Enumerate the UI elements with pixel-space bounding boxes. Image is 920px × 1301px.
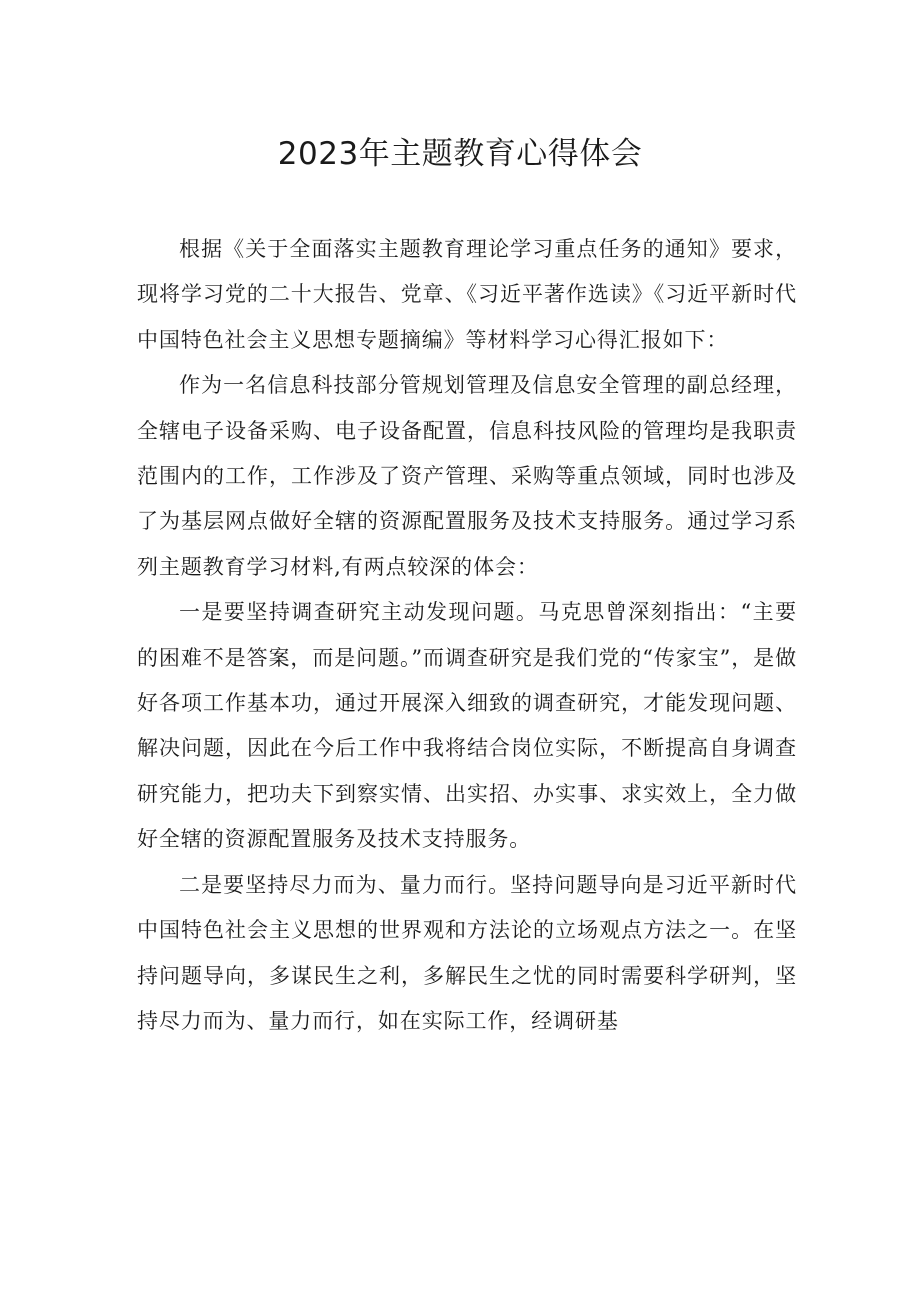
paragraph-point-one: 一是要坚持调查研究主动发现问题。马克思曾深刻指出：“主要的困难不是答案，而是问题。”而调查研究是我们党的“传家宝”，是做好各项工作基本功，通过开展深入细致的调查研究，才能发现问题、解决问题，因此在今后工作中我将结合岗位实际，不断提高自身调查研究能力，把功夫下到察实情、出实招、办实事、求实效上，全力做好全辖的资源配置服务及技术支持服务。 (137, 600, 797, 852)
document-title: 2023年主题教育心得体会 (277, 136, 643, 172)
paragraph-role: 作为一名信息科技部分管规划管理及信息安全管理的副总经理，全辖电子设备采购、电子设备配置，信息科技风险的管理均是我职责范围内的工作，工作涉及了资产管理、采购等重点领域，同时也涉及了为基层网点做好全辖的资源配置服务及技术支持服务。通过学习系列主题教育学习材料,有两点较深的体会： (137, 373, 797, 579)
document-body (137, 227, 797, 1044)
paragraph-intro: 根据《关于全面落实主题教育理论学习重点任务的通知》要求，现将学习党的二十大报告、党章、《习近平著作选读》《习近平新时代中国特色社会主义思想专题摘编》等材料学习心得汇报如下： (137, 237, 797, 352)
paragraph-point-two: 二是要坚持尽力而为、量力而行。坚持问题导向是习近平新时代中国特色社会主义思想的世界观和方法论的立场观点方法之一。在坚持问题导向，多谋民生之利，多解民生之忧的同时需要科学研判，坚持尽力而为、量力而行，如在实际工作，经调研基 (137, 872, 797, 1033)
